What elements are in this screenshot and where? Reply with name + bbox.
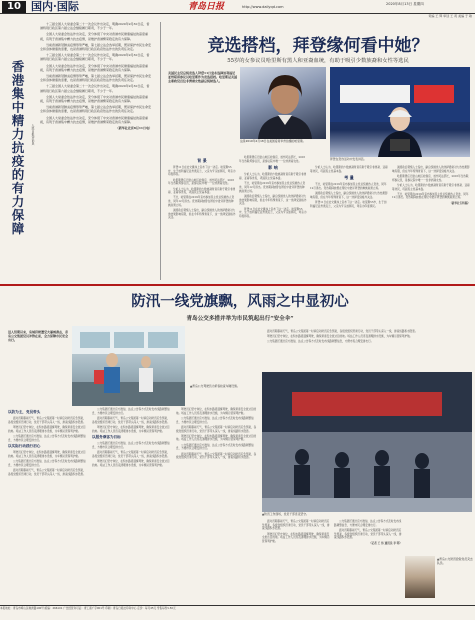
bottom-column-5: [334, 520, 402, 547]
photo-party-member: [405, 556, 435, 598]
footer-info: 本报地址：青岛市崂山区株洲路190号 邮编：266101 广告经营许可证：青工商广字001号 印刷：青岛日报社印务中心 定价：每月45元 零售每份1.50元: [0, 607, 176, 610]
bottom-paragraph: 驾驶员们坚守岗位，在积水路段谨慎驾驶，确保乘客安全抵达目的地。场站工作人员连夜清理排水设施，为车辆运营保驾护航。: [8, 451, 86, 458]
feature-paragraph: 不过，哈里斯在2019年宣布参加民主党总统候选人竞选，同年12月退出。竞选期间她曾在辩论中批评拜登的种族政策立场。: [310, 183, 387, 191]
bottom-paragraph: 公交集团还通过官方微信、站点公告等方式及时发布线路调整信息，方便市民合理安排出行。: [92, 408, 170, 415]
bottom-paragraph: 面对汛期暴雨天气，青岛公交集团第一时间启动防汛应急预案，各级党组织迅速行动，党员干部带头深入一线，排查线路积水隐患。: [262, 520, 330, 531]
feature-subtitle: 55岁的女参议员哈里斯有黑人和亚裔血统，有助于吸引少数族裔和女性等选民: [227, 58, 409, 64]
bottom-story-intro: 进入汛期以来，岛城持续遭受大暴雨袭击，青岛公交集团党员冲锋在前，全力保障市民安全出行。: [8, 330, 69, 343]
bottom-paragraph: 面对汛期暴雨天气，青岛公交集团第一时间启动防汛应急预案，各级党组织迅速行动，党员干部带头深入一线，排查线路积水隐患。: [8, 469, 86, 476]
feature-paragraph: 美国政治观察人士指出，副总统候选人的选择通常对大选结果影响有限，但在今年特殊背景下，这一选择受到格外关注。: [168, 209, 236, 220]
feature-paragraph: 美国政治观察人士指出，副总统候选人的选择通常对大选结果影响有限，但在今年特殊背景下，这一选择受到格外关注。: [239, 194, 307, 206]
bottom-paragraph: 公交集团还通过官方微信、站点公告等方式及时发布线路调整信息，方便市民合理安排出行。: [176, 443, 254, 451]
feature-paragraph: 分析人士认为，哈里斯的少数族裔背景有助于吸引非洲裔、亚裔等选民，巩固民主党基本盘。: [239, 173, 307, 181]
left-paragraph: 全国人大常委会依法作出决定，充分体现了中央对香港市民健康福祉的高度重视，有利于香港集中精力抗击疫情，是维护香港繁荣稳定的有力保障。: [40, 63, 149, 72]
flood-caption: ▲防汛工作现场，党员干部连夜坚守。: [262, 512, 309, 516]
left-paragraph: 十三届全国人大常委会第二十一次会议作出决定，明确2020年9月30日后，香港特别行政区第六届立法会继续履行职责，不少于一年。: [40, 22, 150, 31]
bottom-subhead: 以防为主，党员带头: [8, 410, 41, 414]
bottom-paragraph: 公交集团还通过官方微信、站点公告等方式及时发布线路调整信息，方便市民合理安排出行。: [8, 460, 86, 467]
bottom-paragraph: 驾驶员们坚守岗位，在积水路段谨慎驾驶，确保乘客安全抵达目的地。场站工作人员连夜清理排水设施，为车辆运营保驾护航。: [176, 408, 257, 415]
bottom-subhead: 以实际行动践行初心: [8, 444, 41, 449]
feature-column-2: [239, 156, 307, 220]
editors-line: 责编 王 辉 审读 王 莉 美编 于 敏: [428, 14, 472, 18]
feature-paragraph: 美国政治观察人士指出，副总统候选人的选择通常对大选结果影响有限，但在今年特殊背景下，这一选择受到格外关注。: [392, 166, 470, 173]
bottom-paragraph: 驾驶员们坚守岗位，在积水路段谨慎驾驶，确保乘客安全抵达目的地。场站工作人员连夜清理排水设施，为车辆运营保驾护航。: [8, 425, 86, 433]
feature-paragraph: 不过，哈里斯在2019年宣布参加民主党总统候选人竞选，同年12月退出。竞选期间她曾在辩论中批评拜登的种族政策立场。: [392, 192, 469, 200]
bottom-paragraph: 面对汛期暴雨天气，青岛公交集团第一时间启动防汛应急预案，各级党组织迅速行动，党员干部带头深入一线，排查线路积水隐患。: [176, 425, 257, 433]
flood-scene-illustration: [262, 372, 472, 512]
section-head-consideration: 考 量: [344, 175, 354, 181]
feature-paragraph: 哈里斯曾任旧金山地区检察官、加州司法部长，2016年当选联邦参议员，是参议院中唯一一位非洲裔女性。: [239, 156, 306, 163]
section-head-impact: 影 响: [268, 165, 278, 171]
bottom-paragraph: 公交集团还通过官方微信、站点公告等方式及时发布线路调整信息，方便市民合理安排出行。: [334, 520, 402, 527]
bottom-paragraph: 驾驶员们坚守岗位，在积水路段谨慎驾驶，确保乘客安全抵达目的地。场站工作人员连夜清理排水设施，为车辆运营保驾护航。: [176, 434, 257, 442]
feature-paragraph: 美国政治观察人士指出，副总统候选人的选择通常对大选结果影响有限，但在今年特殊背景下，这一选择受到格外关注。: [310, 192, 388, 200]
page-number: 10: [2, 1, 26, 13]
feature-credit: （新华社专特稿）: [449, 201, 470, 205]
bottom-paragraph: 面对汛期暴雨天气，青岛公交集团第一时间启动防汛应急预案，各级党组织迅速行动，党员干部带头深入一线，排查线路积水隐患。: [334, 528, 402, 540]
left-paragraph: 全国人大常委会依法作出决定，充分体现了中央对香港市民健康福祉的高度重视，有利于香港集中精力抗击疫情，是维护香港繁荣稳定的有力保障。: [40, 94, 149, 104]
left-paragraph: 十三届全国人大常委会第二十一次会议作出决定，明确2020年9月30日后，香港特别行政区第六届立法会继续履行职责，不少于一年。: [40, 53, 150, 62]
left-paragraph: 全国人大常委会依法作出决定，充分体现了中央对香港市民健康福祉的高度重视，有利于香港集中精力抗击疫情，是维护香港繁荣稳定的有力保障。: [40, 32, 149, 41]
bottom-story-credit: （记者 王 伟 通讯员 李 明）: [368, 541, 402, 545]
feature-paragraph: 拜登11日在社交媒体上宣布了这一决定。哈里斯55岁，生于加利福尼亚州奥克兰，父亲为牙买加移民，母亲为印度移民。: [168, 166, 236, 177]
section-head-background: 背 景: [197, 158, 207, 163]
left-story-byline: 人民日报评论员: [31, 124, 35, 145]
portrait-caption: ▲青岛公交防汛抢险党员突击队员。: [437, 557, 473, 565]
issue-date: 2020年8月13日 星期四: [386, 2, 424, 6]
bottom-paragraph: 公交集团还通过官方微信、站点公告等方式及时发布线路调整信息，方便市民合理安排出行。: [92, 442, 170, 449]
feature-paragraph: 拜登11日在社交媒体上宣布了这一决定。哈里斯55岁，生于加利福尼亚州奥克兰，父亲为牙买加移民，母亲为印度移民。: [239, 207, 307, 218]
bottom-column-top-right: [262, 330, 472, 346]
photo-harris: [240, 67, 326, 139]
bottom-column-2: [92, 408, 172, 469]
bottom-paragraph: 公交集团还通过官方微信、站点公告等方式及时发布线路调整信息，方便市民合理安排出行。: [267, 340, 374, 344]
feature-paragraph: 分析人士认为，哈里斯的少数族裔背景有助于吸引非洲裔、亚裔等选民，巩固民主党基本盘。: [392, 183, 470, 191]
bus-caption: ▲青岛公交驾驶员为乘客检查车厢设施。: [190, 384, 240, 388]
feature-paragraph: 分析人士认为，哈里斯的少数族裔背景有助于吸引非洲裔、亚裔等选民，巩固民主党基本盘。: [168, 187, 236, 195]
harris-caption: 这是2019年2月18日在美国爱荷华州拍摄的哈里斯。: [240, 139, 306, 143]
newspaper-logo: 青岛日报: [188, 2, 225, 12]
feature-paragraph: 分析人士认为，哈里斯的少数族裔背景有助于吸引非洲裔、亚裔等选民，巩固民主党基本盘。: [310, 166, 388, 173]
bottom-paragraph: 驾驶员们坚守岗位，在积水路段谨慎驾驶，确保乘客安全抵达目的地。场站工作人员连夜清理排水设施，为车辆运营保驾护航。: [267, 335, 413, 339]
story-divider: [0, 284, 475, 286]
bottom-paragraph: 驾驶员们坚守岗位，在积水路段谨慎驾驶，确保乘客安全抵达目的地。场站工作人员连夜清理排水设施，为车辆运营保驾护航。: [92, 460, 170, 467]
biden-caption: 拜登在竞选活动中发表讲话。: [330, 157, 367, 161]
bottom-paragraph: 驾驶员们坚守岗位，在积水路段谨慎驾驶，确保乘客安全抵达目的地。场站工作人员连夜清理排水设施，为车辆运营保驾护航。: [92, 425, 170, 433]
left-story-headline: 香港集中精力抗疫的有力保障: [10, 60, 25, 236]
bottom-subhead: 以服务乘客为目标: [92, 435, 121, 440]
photo-bus-interior: [72, 326, 185, 406]
site-url[interactable]: http://www.dailyqd.com: [242, 5, 284, 9]
bottom-paragraph: 公交集团还通过官方微信、站点公告等方式及时发布线路调整信息，方便市民合理安排出行。: [176, 416, 254, 424]
bus-illustration: [72, 326, 185, 406]
photo-flood-work: [262, 372, 472, 512]
left-paragraph: 十三届全国人大常委会第二十一次会议作出决定，明确2020年9月30日后，香港特别行政区第六届立法会继续履行职责，不少于一年。: [40, 84, 150, 93]
left-paragraph: 当前香港新冠肺炎疫情形势严峻，第七届立法会选举延期，既是保护市民生命安全和身体健康的需要，也是香港特别行政区政府依法作出的负责任决定。: [40, 42, 152, 52]
left-paragraph: 当前香港新冠肺炎疫情形势严峻，第七届立法会选举延期，既是保护市民生命安全和身体健康的需要，也是香港特别行政区政府依法作出的负责任决定。: [40, 74, 152, 83]
bottom-paragraph: 面对汛期暴雨天气，青岛公交集团第一时间启动防汛应急预案，各级党组织迅速行动，党员干部带头深入一线，排查线路积水隐患。: [92, 451, 170, 458]
bottom-story-subtitle: 青岛公交多措并举为市民筑起出行“安全伞”: [186, 316, 294, 322]
bottom-story-title: 防汛一线党旗飘，风雨之中显初心: [131, 293, 349, 310]
section-title: 国内·国际: [31, 0, 79, 13]
bottom-paragraph: 面对汛期暴雨天气，青岛公交集团第一时间启动防汛应急预案，各级党组织迅速行动，党员干部带头深入一线，排查线路积水隐患。: [8, 417, 86, 424]
feature-paragraph: 不过，哈里斯在2019年宣布参加民主党总统候选人竞选，同年12月退出。竞选期间她曾在辩论中批评拜登的种族政策立场。: [168, 196, 235, 207]
bottom-paragraph: 公交集团还通过官方微信、站点公告等方式及时发布线路调整信息，方便市民合理安排出行。: [8, 434, 86, 442]
feature-column-1: [168, 156, 236, 222]
feature-intro: 美国民主党总统竞选人拜登11日宣布选择加利福尼亚州联邦参议员哈里斯作为竞选搭档。哈里斯是美国主要政党首位非洲裔女性副总统候选人。: [168, 71, 238, 84]
portrait-illustration: [240, 67, 326, 139]
bottom-column-3: [176, 408, 258, 461]
bottom-paragraph: 面对汛期暴雨天气，青岛公交集团第一时间启动防汛应急预案，各级党组织迅速行动，党员干部带头深入一线，排查线路积水隐患。: [92, 416, 170, 424]
feature-paragraph: 哈里斯曾任旧金山地区检察官、加州司法部长，2016年当选联邦参议员，是参议院中唯一一位非洲裔女性。: [168, 178, 235, 186]
feature-column-4: [392, 166, 470, 207]
bottom-paragraph: 面对汛期暴雨天气，青岛公交集团第一时间启动防汛应急预案，各级党组织迅速行动，党员干部带头深入一线，排查线路积水隐患。: [176, 452, 257, 460]
column-divider: [160, 22, 161, 280]
bottom-column-4: [262, 520, 330, 545]
photo-biden: [330, 67, 470, 157]
feature-paragraph: 不过，哈里斯在2019年宣布参加民主党总统候选人竞选，同年12月退出。竞选期间她曾在辩论中批评拜登的种族政策立场。: [239, 182, 306, 193]
feature-paragraph: 拜登11日在社交媒体上宣布了这一决定。哈里斯55岁，生于加利福尼亚州奥克兰，父亲为牙买加移民，母亲为印度移民。: [310, 201, 387, 208]
bottom-paragraph: 面对汛期暴雨天气，青岛公交集团第一时间启动防汛应急预案，各级党组织迅速行动，党员干部带头深入一线，排查线路积水隐患。: [267, 330, 418, 333]
feature-title: 竞选搭档，拜登缘何看中她？: [207, 36, 429, 56]
left-story-credit: （新华社北京8月11日电）: [115, 126, 152, 131]
rally-illustration: [330, 67, 470, 157]
left-paragraph: 全国人大常委会依法作出决定，充分体现了中央对香港市民健康福祉的高度重视，有利于香港集中精力抗击疫情，是维护香港繁荣稳定的有力保障。: [40, 115, 149, 124]
feature-column-3: [310, 166, 388, 210]
bottom-paragraph: 驾驶员们坚守岗位，在积水路段谨慎驾驶，确保乘客安全抵达目的地。场站工作人员连夜清理排水设施，为车辆运营保驾护航。: [262, 532, 330, 544]
left-paragraph: 当前香港新冠肺炎疫情形势严峻，第七届立法会选举延期，既是保护市民生命安全和身体健康的需要，也是香港特别行政区政府依法作出的负责任决定。: [40, 105, 152, 114]
feature-paragraph: 哈里斯曾任旧金山地区检察官、加州司法部长，2016年当选联邦参议员，是参议院中唯一一位非洲裔女性。: [392, 174, 469, 182]
bottom-column-1: [8, 408, 88, 478]
left-story-body: [40, 22, 152, 132]
